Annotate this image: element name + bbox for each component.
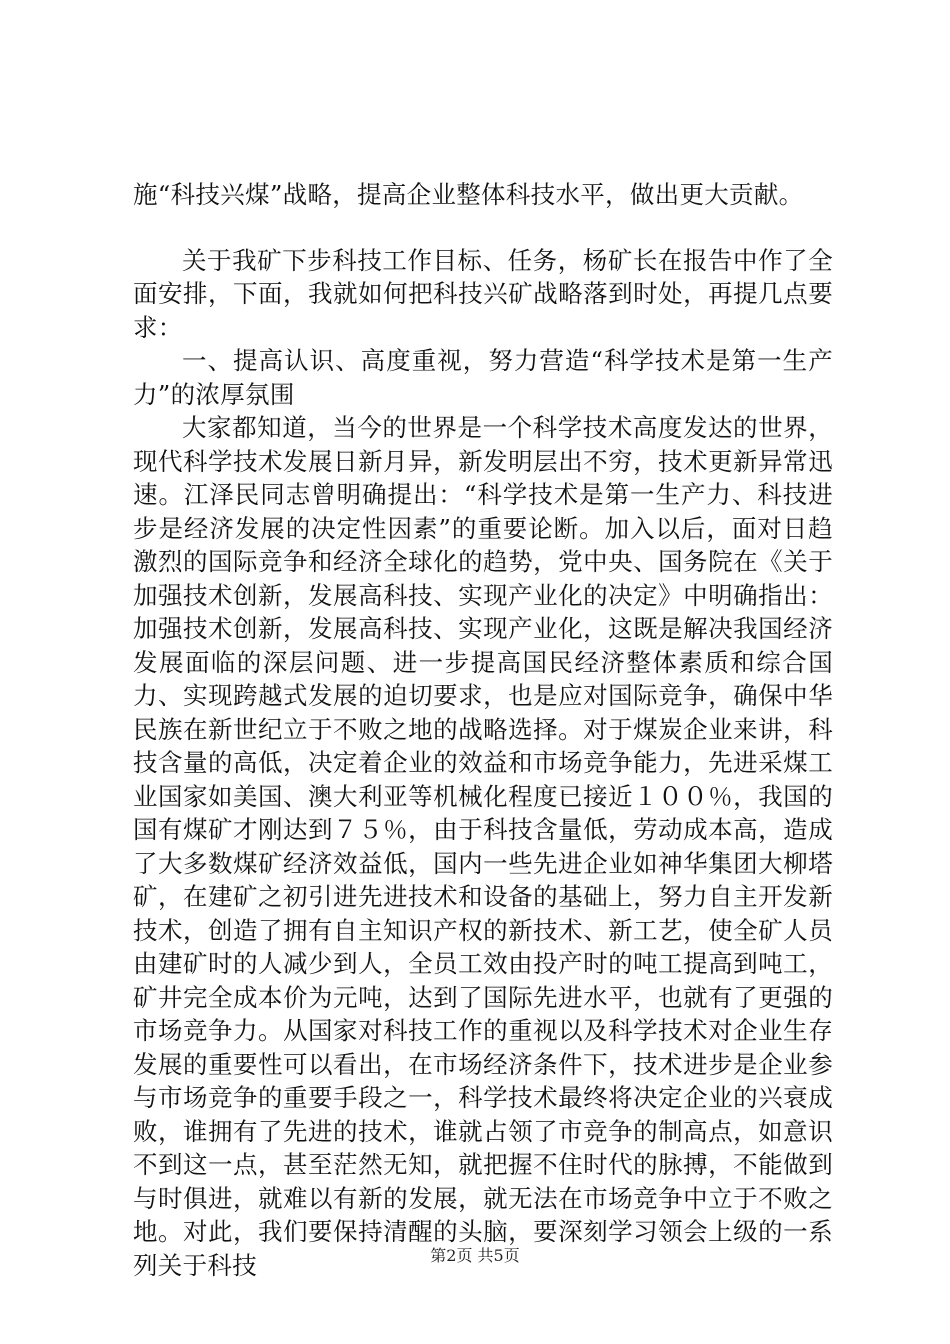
paragraph-requirements-intro: 关于我矿下步科技工作目标、任务，杨矿长在报告中作了全面安排，下面，我就如何把科技兴矿战略落到时处，再提几点要求： xyxy=(133,245,833,342)
paragraph-spacer xyxy=(133,212,833,244)
section-heading-one: 一、提高认识、高度重视，努力营造“科学技术是第一生产力”的浓厚氛围 xyxy=(133,346,833,409)
page-number-footer: 第2页 共5页 xyxy=(430,1246,520,1265)
paragraph-main-body: 大家都知道，当今的世界是一个科学技术高度发达的世界，现代科学技术发展日新月异，新发明层出不穷，技术更新异常迅速。江泽民同志曾明确提出：“科学技术是第一生产力、科技进步是经济发展的决定性因素”的重要论断。加入以后，面对日趋激烈的国际竞争和经济全球化的趋势，党中央、国务院在《关于加强技术创新，发展高科技、实现产业化的决定》中明确指出：加强技术创新，发展高科技、实现产业化，这既是解决我国经济发展面临的深层问题、进一步提高国民经济整体素质和综合国力、实现跨越式发展的迫切要求，也是应对国际竞争，确保中华民族在新世纪立于不败之地的战略选择。对于煤炭企业来讲，科技含量的高低，决定着企业的效益和市场竞争能力，先进采煤工业国家如美国、澳大利亚等机械化程度已接近１００％，我国的国有煤矿才刚达到７５％，由于科技含量低，劳动成本高，造成了大多数煤矿经济效益低，国内一些先进企业如神华集团大柳塔矿，在建矿之初引进先进技术和设备的基础上，努力自主开发新技术，创造了拥有自主知识产权的新技术、新工艺，使全矿人员由建矿时的人减少到人，全员工效由投产时的吨工提高到吨工，矿井完全成本价为元吨，达到了国际先进水平，也就有了更强的市场竞争力。从国家对科技工作的重视以及科学技术对企业生存发展的重要性可以看出，在市场经济条件下，技术进步是企业参与市场竞争的重要手段之一，科学技术最终将决定企业的兴衰成败，谁拥有了先进的技术，谁就占领了市竞争的制高点，如意识不到这一点，甚至茫然无知，就把握不住时代的脉搏，不能做到与时俱进，就难以有新的发展，就无法在市场竞争中立于不败之地。对此，我们要保持清醒的头脑，要深刻学习领会上级的一系列关于科技 xyxy=(133,413,834,1280)
paragraph-continuation: 施“科技兴煤”战略，提高企业整体科技水平，做出更大贡献。 xyxy=(133,180,804,209)
document-body xyxy=(133,178,833,1282)
